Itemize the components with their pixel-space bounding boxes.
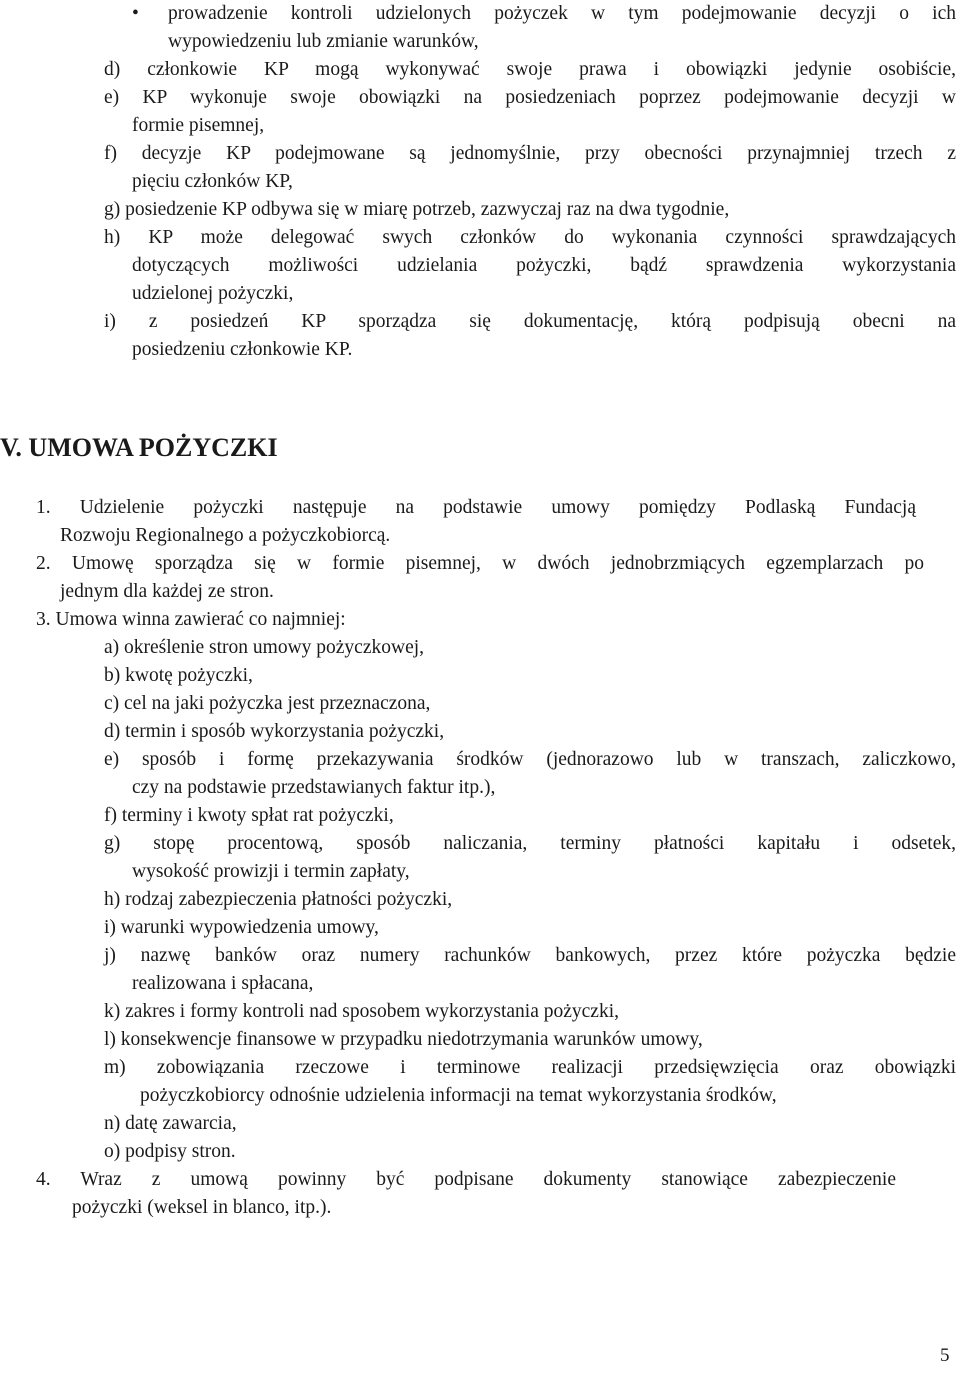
text-line: g) posiedzenie KP odbywa się w miarę potrzeb, zazwyczaj raz na dwa tygodnie, [104,199,730,220]
list-item: d) termin i sposób wykorzystania pożyczki, [104,721,445,742]
list-item: f) terminy i kwoty spłat rat pożyczki, [104,805,394,826]
text-line: wypowiedzeniu lub zmianie warunków, [168,31,479,52]
list-item: a) określenie stron umowy pożyczkowej, [104,637,425,658]
text-line: pięciu członków KP, [132,171,293,192]
text-line: 2. Umowę sporządza się w formie pisemnej, w dwóch jednobrzmiących egzemplarzach po [36,553,924,574]
text-line: udzielonej pożyczki, [132,283,294,304]
list-item: pożyczkobiorcy odnośnie udzielenia informacji na temat wykorzystania środków, [140,1085,777,1106]
list-item: czy na podstawie przedstawianych faktur itp.), [132,777,496,798]
text-line: d) członkowie KP mogą wykonywać swoje prawa i obowiązki jedynie osobiście, [104,59,956,80]
text-line: 3. Umowa winna zawierać co najmniej: [36,609,346,630]
list-item: m) zobowiązania rzeczowe i terminowe realizacji przedsięwzięcia oraz obowiązki [104,1057,956,1078]
list-item: b) kwotę pożyczki, [104,665,253,686]
text-line: 4. Wraz z umową powinny być podpisane dokumenty stanowiące zabezpieczenie [36,1169,896,1190]
text-line: h) KP może delegować swych członków do wykonania czynności sprawdzających [104,227,956,248]
bullet-icon: • [132,3,139,24]
list-item: h) rodzaj zabezpieczenia płatności pożyczki, [104,889,453,910]
text-line: pożyczki (weksel in blanco, itp.). [72,1197,332,1218]
list-item: j) nazwę banków oraz numery rachunków bankowych, przez które pożyczka będzie [104,945,956,966]
text-line: e) KP wykonuje swoje obowiązki na posiedzeniach poprzez podejmowanie decyzji w [104,87,956,108]
section-heading: V. UMOWA POŻYCZKI [0,433,278,462]
list-item: i) warunki wypowiedzenia umowy, [104,917,379,938]
list-item: e) sposób i formę przekazywania środków (jednorazowo lub w transzach, zaliczkowo, [104,749,956,770]
list-item: l) konsekwencje finansowe w przypadku niedotrzymania warunków umowy, [104,1029,703,1050]
text-line: i) z posiedzeń KP sporządza się dokumentację, którą podpisują obecni na [104,311,956,332]
text-line: Rozwoju Regionalnego a pożyczkobiorcą. [60,525,391,546]
text-line: posiedzeniu członkowie KP. [132,339,353,360]
list-item: realizowana i spłacana, [132,973,314,994]
text-line: prowadzenie kontroli udzielonych pożyczek w tym podejmowanie decyzji o ich [168,3,956,24]
list-item: wysokość prowizji i termin zapłaty, [132,861,410,882]
list-item: g) stopę procentową, sposób naliczania, terminy płatności kapitału i odsetek, [104,833,956,854]
text-line: jednym dla każdej ze stron. [60,581,274,602]
text-line: f) decyzje KP podejmowane są jednomyślnie, przy obecności przynajmniej trzech z [104,143,956,164]
text-line: formie pisemnej, [132,115,265,136]
list-item: o) podpisy stron. [104,1141,236,1162]
list-item: c) cel na jaki pożyczka jest przeznaczona, [104,693,431,714]
list-item: k) zakres i formy kontroli nad sposobem wykorzystania pożyczki, [104,1001,619,1022]
page-number: 5 [940,1345,950,1366]
list-item: n) datę zawarcia, [104,1113,237,1134]
text-line: 1. Udzielenie pożyczki następuje na podstawie umowy pomiędzy Podlaską Fundacją [36,497,916,518]
text-line: dotyczących możliwości udzielania pożyczki, bądź sprawdzenia wykorzystania [132,255,956,276]
